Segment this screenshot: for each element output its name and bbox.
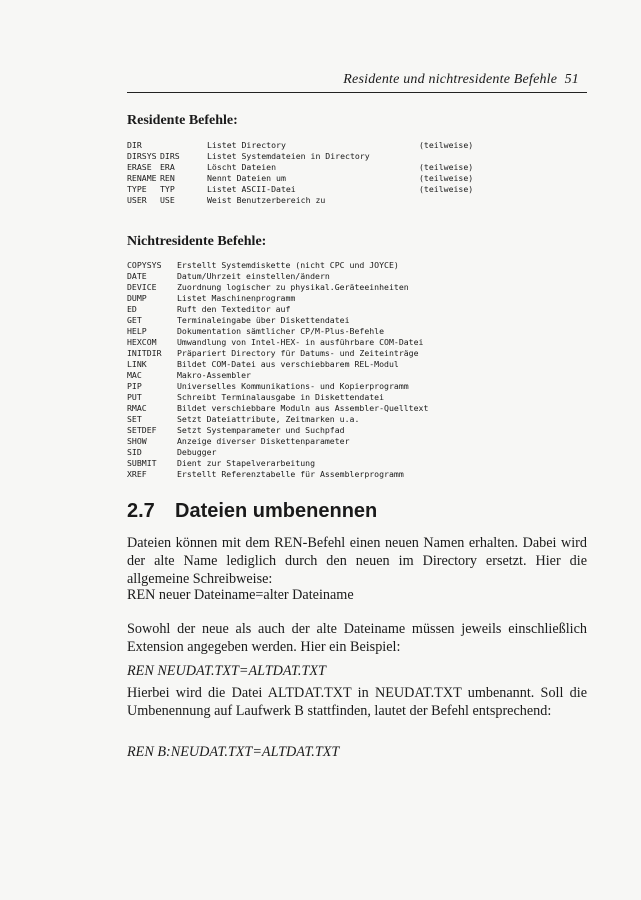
example-command-1: REN NEUDAT.TXT=ALTDAT.TXT xyxy=(127,663,326,680)
command-name: USER xyxy=(127,195,147,205)
command-name: XREF xyxy=(127,469,147,479)
command-description: Listet Maschinenprogramm xyxy=(177,293,296,303)
command-name: DATE xyxy=(127,271,147,281)
command-abbrev: DIRS xyxy=(160,151,180,161)
command-description: Listet ASCII-Datei xyxy=(207,184,296,194)
command-name: PIP xyxy=(127,381,142,391)
command-abbrev: USE xyxy=(160,195,175,205)
command-description: Listet Systemdateien in Directory xyxy=(207,151,370,161)
command-description: Weist Benutzerbereich zu xyxy=(207,195,326,205)
command-description: Nennt Dateien um xyxy=(207,173,286,183)
command-description: Präpariert Directory für Datums- und Zeiteinträge xyxy=(177,348,419,358)
section-number: 2.7 xyxy=(127,500,155,522)
command-description: Datum/Uhrzeit einstellen/ändern xyxy=(177,271,330,281)
command-description: Dokumentation sämtlicher CP/M-Plus-Befehle xyxy=(177,326,385,336)
command-description: Bildet verschiebbare Moduln aus Assembler-Quelltext xyxy=(177,403,429,413)
command-name: SUBMIT xyxy=(127,458,157,468)
command-description: Erstellt Systemdiskette (nicht CPC und JOYCE) xyxy=(177,260,399,270)
command-name: ED xyxy=(127,304,137,314)
command-description: Löscht Dateien xyxy=(207,162,277,172)
command-note: (teilweise) xyxy=(419,184,474,194)
command-description: Ruft den Texteditor auf xyxy=(177,304,291,314)
command-abbrev: REN xyxy=(160,173,175,183)
example-command-2: REN B:NEUDAT.TXT=ALTDAT.TXT xyxy=(127,744,340,761)
command-name: LINK xyxy=(127,359,147,369)
command-name: HEXCOM xyxy=(127,337,157,347)
command-description: Zuordnung logischer zu physikal.Geräteeinheiten xyxy=(177,282,409,292)
command-name: TYPE xyxy=(127,184,147,194)
command-description: Debugger xyxy=(177,447,217,457)
command-description: Makro-Assembler xyxy=(177,370,251,380)
paragraph-intro: Dateien können mit dem REN-Befehl einen neuen Namen erhalten. Dabei wird der alte Name lediglich durch den neuen im Directory ersetzt. Hier die allgemeine Schreibweise: xyxy=(127,535,587,588)
section-title: Dateien umbenennen xyxy=(175,500,378,522)
header-rule xyxy=(127,92,587,93)
command-description: Bildet COM-Datei aus verschiebbarem REL-Modul xyxy=(177,359,399,369)
command-name: INITDIR xyxy=(127,348,162,358)
command-note: (teilweise) xyxy=(419,162,474,172)
command-description: Anzeige diverser Diskettenparameter xyxy=(177,436,350,446)
command-name: MAC xyxy=(127,370,142,380)
paragraph-drive: Hierbei wird die Datei ALTDAT.TXT in NEUDAT.TXT umbenannt. Soll die Umbenennung auf Laufwerk B stattfinden, lautet der Befehl entsprechend: xyxy=(127,685,587,720)
command-description: Dient zur Stapelverarbeitung xyxy=(177,458,316,468)
nonresident-commands-heading: Nichtresidente Befehle: xyxy=(127,234,267,249)
command-abbrev: TYP xyxy=(160,184,175,194)
command-description: Listet Directory xyxy=(207,140,286,150)
command-name: DIR xyxy=(127,140,142,150)
command-note: (teilweise) xyxy=(419,173,474,183)
command-description: Erstellt Referenztabelle für Assemblerprogramm xyxy=(177,469,404,479)
resident-commands-heading: Residente Befehle: xyxy=(127,113,238,128)
paragraph-extension: Sowohl der neue als auch der alte Dateiname müssen jeweils einschließlich Extension angegeben werden. Hier ein Beispiel: xyxy=(127,621,587,656)
command-name: DIRSYS xyxy=(127,151,157,161)
command-name: SHOW xyxy=(127,436,147,446)
command-name: SID xyxy=(127,447,142,457)
command-name: GET xyxy=(127,315,142,325)
command-note: (teilweise) xyxy=(419,140,474,150)
running-title: Residente und nichtresidente Befehle xyxy=(343,72,558,87)
syntax-line: REN neuer Dateiname=alter Dateiname xyxy=(127,587,354,604)
command-description: Umwandlung von Intel-HEX- in ausführbare COM-Datei xyxy=(177,337,424,347)
command-name: DUMP xyxy=(127,293,147,303)
command-description: Setzt Dateiattribute, Zeitmarken u.a. xyxy=(177,414,360,424)
command-name: RENAME xyxy=(127,173,157,183)
command-name: ERASE xyxy=(127,162,152,172)
section-heading xyxy=(127,500,377,523)
page-number: 51 xyxy=(564,72,579,87)
command-abbrev: ERA xyxy=(160,162,175,172)
command-name: RMAC xyxy=(127,403,147,413)
command-description: Terminaleingabe über Diskettendatei xyxy=(177,315,350,325)
command-name: SET xyxy=(127,414,142,424)
command-name: HELP xyxy=(127,326,147,336)
command-name: DEVICE xyxy=(127,282,157,292)
command-name: SETDEF xyxy=(127,425,157,435)
command-name: COPYSYS xyxy=(127,260,162,270)
command-name: PUT xyxy=(127,392,142,402)
command-description: Setzt Systemparameter und Suchpfad xyxy=(177,425,345,435)
command-description: Schreibt Terminalausgabe in Diskettendatei xyxy=(177,392,385,402)
running-header xyxy=(127,72,579,88)
command-description: Universelles Kommunikations- und Kopierprogramm xyxy=(177,381,409,391)
